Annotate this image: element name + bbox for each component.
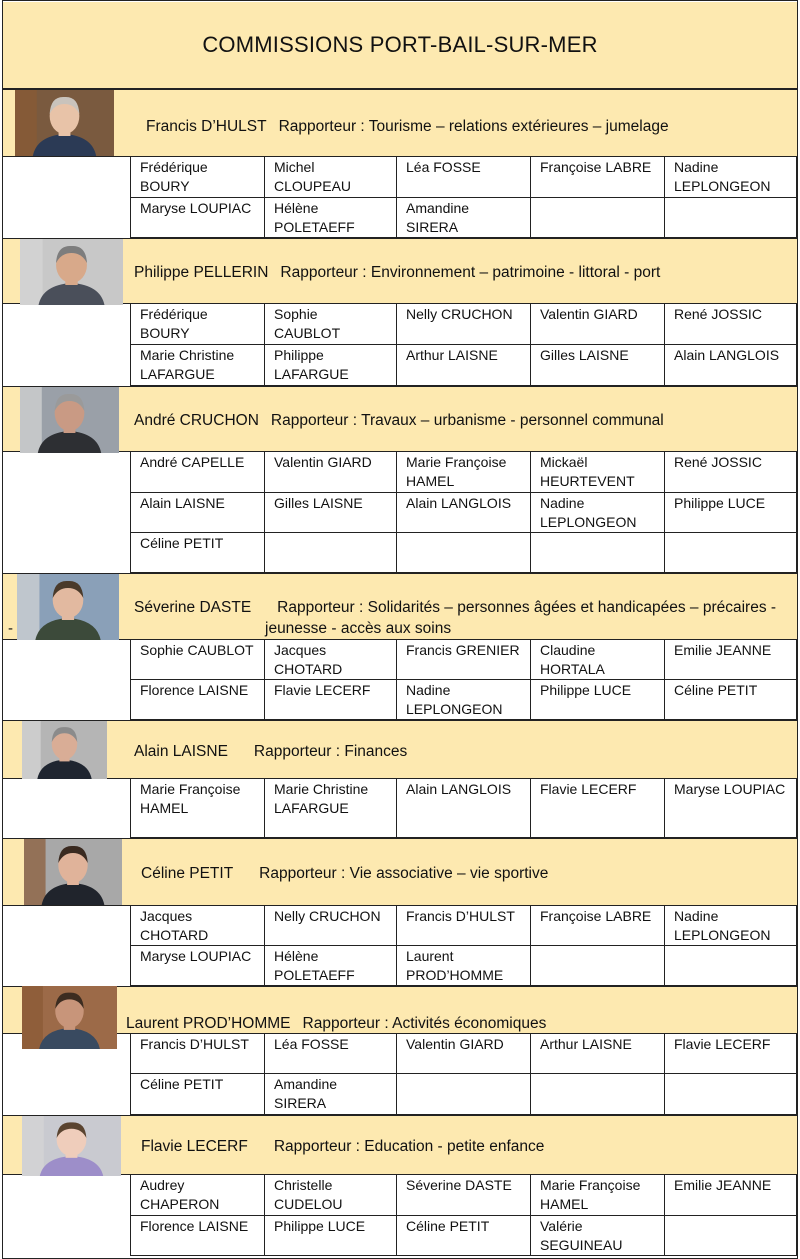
member-cell: Christelle CUDELOU xyxy=(265,1175,397,1216)
member-cell: Florence LAISNE xyxy=(130,680,265,720)
commission-header xyxy=(3,386,797,452)
rapporteur-topic: Rapporteur : Vie associative – vie sportive xyxy=(259,865,549,882)
member-cell: Valentin GIARD xyxy=(265,452,397,493)
member-cell: Francis GRENIER xyxy=(397,640,531,680)
member-cell: Laurent PROD’HOMME xyxy=(397,946,531,986)
commission-title xyxy=(134,411,664,430)
member-cell: Florence LAISNE xyxy=(130,1216,265,1256)
member-cell: Arthur LAISNE xyxy=(531,1034,665,1074)
rapporteur-topic: Rapporteur : Finances xyxy=(253,743,408,760)
member-cell: Arthur LAISNE xyxy=(397,345,531,386)
rapporteur-photo xyxy=(17,574,119,640)
member-cell: Nelly CRUCHON xyxy=(397,304,531,345)
empty-cell xyxy=(531,198,665,238)
rapporteur-photo xyxy=(22,1116,121,1176)
commission-title xyxy=(134,263,660,282)
member-cell: René JOSSIC xyxy=(665,304,797,345)
member-cell: Marie Françoise HAMEL xyxy=(130,779,265,838)
commission-title xyxy=(141,1137,544,1156)
rapporteur-topic: Rapporteur : Tourisme – relations extérieures – jumelage xyxy=(278,118,669,135)
commission-title xyxy=(134,742,407,761)
member-cell: Valentin GIARD xyxy=(397,1034,531,1074)
member-cell: Philippe LUCE xyxy=(665,493,797,533)
member-cell: Gilles LAISNE xyxy=(265,493,397,533)
rapporteur-name: Francis D’HULST xyxy=(146,118,267,135)
member-cell: Amandine SIRERA xyxy=(265,1074,397,1115)
rapporteur-name: Laurent PROD’HOMME xyxy=(126,1015,291,1032)
member-cell: Maryse LOUPIAC xyxy=(130,198,265,238)
empty-cell xyxy=(531,946,665,986)
member-cell: Sophie CAUBLOT xyxy=(130,640,265,680)
member-cell: Claudine HORTALA xyxy=(531,640,665,680)
rapporteur-photo xyxy=(22,721,107,779)
member-cell: Séverine DASTE xyxy=(397,1175,531,1216)
member-cell: Céline PETIT xyxy=(130,1074,265,1115)
member-cell: Marie Françoise HAMEL xyxy=(531,1175,665,1216)
member-cell: Léa FOSSE xyxy=(265,1034,397,1074)
member-cell: Valérie SEGUINEAU xyxy=(531,1216,665,1256)
member-cell: Françoise LABRE xyxy=(531,906,665,946)
member-cell: Philippe LUCE xyxy=(531,680,665,720)
member-cell: Amandine SIRERA xyxy=(397,198,531,238)
empty-cell xyxy=(665,946,797,986)
commission-header xyxy=(3,986,797,1034)
empty-cell xyxy=(665,1216,797,1256)
commission-title xyxy=(134,598,776,617)
commission-header xyxy=(3,573,797,640)
rapporteur-name: André CRUCHON xyxy=(134,412,259,429)
page-title: COMMISSIONS PORT-BAIL-SUR-MER xyxy=(3,2,797,89)
member-cell: Valentin GIARD xyxy=(531,304,665,345)
empty-cell xyxy=(397,533,531,573)
empty-cell xyxy=(665,533,797,573)
rapporteur-name: Flavie LECERF xyxy=(141,1138,248,1155)
member-cell: Jacques CHOTARD xyxy=(265,640,397,680)
member-cell: Alain LANGLOIS xyxy=(665,345,797,386)
member-cell: René JOSSIC xyxy=(665,452,797,493)
member-cell: Frédérique BOURY xyxy=(130,304,265,345)
member-cell: Audrey CHAPERON xyxy=(130,1175,265,1216)
member-cell: Nadine LEPLONGEON xyxy=(665,157,797,198)
member-cell: Flavie LECERF xyxy=(531,779,665,838)
commission-header xyxy=(3,89,797,157)
member-cell: Michel CLOUPEAU xyxy=(265,157,397,198)
commission-title xyxy=(146,117,669,136)
member-cell: Maryse LOUPIAC xyxy=(130,946,265,986)
member-cell: Marie Françoise HAMEL xyxy=(397,452,531,493)
member-cell: Alain LANGLOIS xyxy=(397,493,531,533)
commission-header xyxy=(3,238,797,304)
member-cell: Sophie CAUBLOT xyxy=(265,304,397,345)
commission-header xyxy=(3,720,797,779)
member-cell: Nadine LEPLONGEON xyxy=(665,906,797,946)
member-cell: Maryse LOUPIAC xyxy=(665,779,797,838)
empty-cell xyxy=(665,198,797,238)
rapporteur-topic-line2: jeunesse - accès aux soins xyxy=(265,620,452,637)
rapporteur-topic: Rapporteur : Activités économiques xyxy=(302,1015,547,1032)
rapporteur-topic: Rapporteur : Education - petite enfance xyxy=(273,1138,545,1155)
member-cell: Francis D’HULST xyxy=(397,906,531,946)
member-cell: Marie Christine LAFARGUE xyxy=(265,779,397,838)
rapporteur-name: Séverine DASTE xyxy=(134,599,252,616)
rapporteur-photo xyxy=(20,239,123,305)
rapporteur-topic: Rapporteur : Travaux – urbanisme - personnel communal xyxy=(270,412,664,429)
commission-title xyxy=(126,1014,546,1033)
rapporteur-photo xyxy=(24,839,122,905)
empty-cell xyxy=(665,1074,797,1115)
empty-cell xyxy=(531,1074,665,1115)
commission-title xyxy=(141,864,548,883)
member-cell: Gilles LAISNE xyxy=(531,345,665,386)
member-cell: Frédérique BOURY xyxy=(130,157,265,198)
rapporteur-name: Céline PETIT xyxy=(141,865,234,882)
rapporteur-photo xyxy=(15,90,114,156)
dash-mark: - xyxy=(8,620,13,637)
rapporteur-name: Philippe PELLERIN xyxy=(134,264,269,281)
rapporteur-photo xyxy=(20,387,119,453)
member-cell: Francis D’HULST xyxy=(130,1034,265,1074)
empty-cell xyxy=(397,1074,531,1115)
member-cell: André CAPELLE xyxy=(130,452,265,493)
member-cell: Emilie JEANNE xyxy=(665,640,797,680)
empty-cell xyxy=(265,533,397,573)
member-cell: Alain LANGLOIS xyxy=(397,779,531,838)
member-cell: Nadine LEPLONGEON xyxy=(531,493,665,533)
member-cell: Hélène POLETAEFF xyxy=(265,198,397,238)
member-cell: Léa FOSSE xyxy=(397,157,531,198)
member-cell: Alain LAISNE xyxy=(130,493,265,533)
rapporteur-topic: Rapporteur : Environnement – patrimoine - littoral - port xyxy=(280,264,661,281)
commission-header xyxy=(3,838,797,906)
member-cell: Philippe LAFARGUE xyxy=(265,345,397,386)
member-cell: Céline PETIT xyxy=(397,1216,531,1256)
member-cell: Flavie LECERF xyxy=(665,1034,797,1074)
member-cell: Céline PETIT xyxy=(130,533,265,573)
member-cell: Nelly CRUCHON xyxy=(265,906,397,946)
member-cell: Hélène POLETAEFF xyxy=(265,946,397,986)
rapporteur-photo xyxy=(22,986,117,1049)
member-cell: Marie Christine LAFARGUE xyxy=(130,345,265,386)
member-cell: Flavie LECERF xyxy=(265,680,397,720)
member-cell: Jacques CHOTARD xyxy=(130,906,265,946)
commission-header xyxy=(3,1115,797,1175)
member-cell: Céline PETIT xyxy=(665,680,797,720)
member-cell: Nadine LEPLONGEON xyxy=(397,680,531,720)
empty-cell xyxy=(531,533,665,573)
rapporteur-topic: Rapporteur : Solidarités – personnes âgées et handicapées – précaires - xyxy=(277,599,777,616)
member-cell: Françoise LABRE xyxy=(531,157,665,198)
rapporteur-name: Alain LAISNE xyxy=(134,743,228,760)
member-cell: Philippe LUCE xyxy=(265,1216,397,1256)
member-cell: Mickaël HEURTEVENT xyxy=(531,452,665,493)
member-cell: Emilie JEANNE xyxy=(665,1175,797,1216)
